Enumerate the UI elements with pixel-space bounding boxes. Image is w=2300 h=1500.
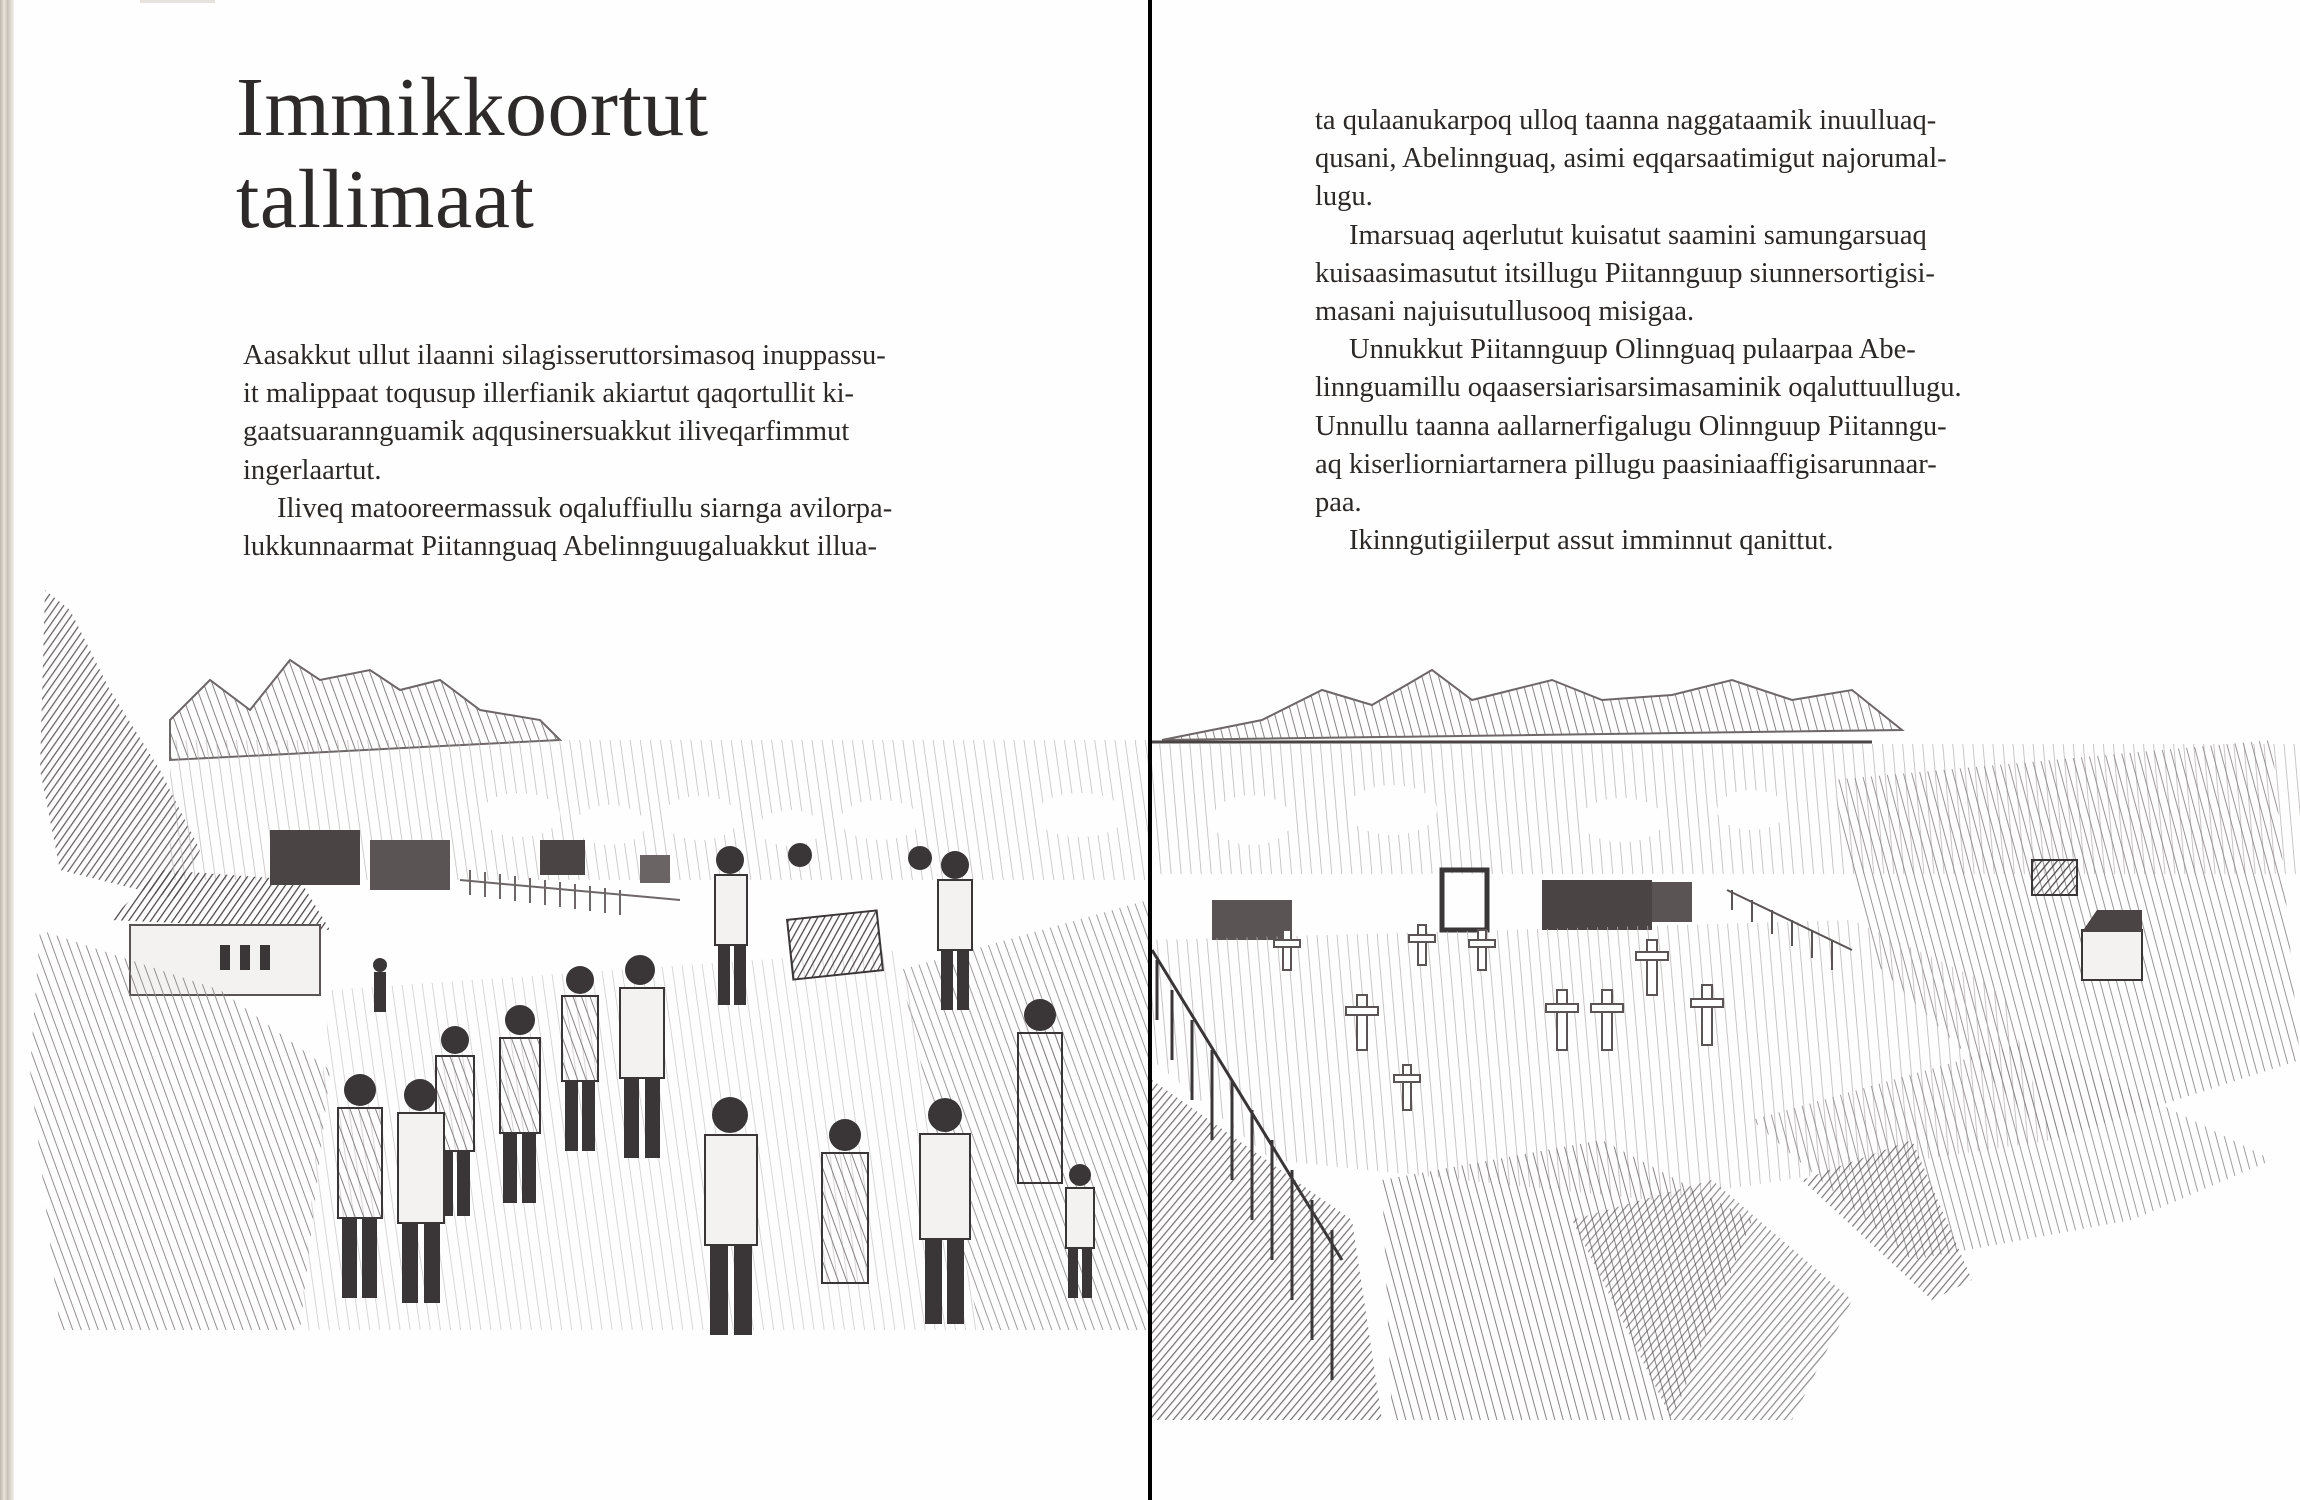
text-line: ta qulaanukarpoq ulloq taanna naggataamik inuulluaq- (1315, 105, 1937, 136)
text-line: lukkunnaarmat Piitannguaq Abelinnguugaluakkut illua- (243, 531, 877, 563)
paragraph (1315, 217, 2115, 332)
paragraph (1315, 102, 2115, 217)
text-line: linnguamillu oqaasersiarisarsimasaminik oqaluttuullugu. (1315, 372, 1962, 404)
paragraph (1315, 522, 2115, 560)
sketch-image-icon (1152, 660, 2300, 1420)
text-line: ingerlaartut. (243, 454, 382, 486)
chapter-title (236, 62, 709, 246)
text-line: aq kiserliorniartarnera pillugu paasiniaaffigisarunnaar- (1315, 448, 1937, 480)
text-line: it malippaat toqusup illerfianik akiartut qaqortullit ki- (243, 378, 855, 410)
title-line-2: tallimaat (236, 153, 535, 246)
left-page (0, 0, 1148, 1500)
paragraph (243, 337, 1033, 490)
text-line: gaatsuarannguamik aqqusinersuakkut iliveqarfimmut (243, 416, 850, 448)
right-page (1152, 0, 2300, 1500)
paragraph (1315, 331, 2115, 522)
text-line: paa. (1315, 487, 1362, 519)
left-body-text (243, 337, 1033, 566)
text-line: Ikinngutigiilerput assut imminnut qanittut. (1349, 525, 1834, 557)
text-line: Imarsuaq aqerlutut kuisatut saamini samungarsuaq (1349, 219, 1927, 251)
title-line-1: Immikkoortut (236, 61, 709, 154)
text-line: Aasakkut ullut ilaanni silagisseruttorsimasoq inuppassu- (243, 340, 886, 371)
text-line: masani najuisutullusooq misigaa. (1315, 296, 1695, 328)
text-line: kuisaasimasutut itsillugu Piitannguup siunnersortigisi- (1315, 257, 1935, 289)
paragraph (243, 490, 1033, 566)
text-line: lugu. (1315, 181, 1373, 213)
funeral-procession-illustration (0, 570, 1148, 1430)
sketch-image-icon (0, 570, 1148, 1430)
text-line: qusani, Abelinnguaq, asimi eqqarsaatimigut najorumal- (1315, 143, 1947, 175)
right-body-text (1315, 102, 2115, 560)
graveyard-illustration (1152, 660, 2300, 1420)
text-line: Unnukkut Piitannguup Olinnguaq pulaarpaa Abe- (1349, 334, 1916, 366)
text-line: Iliveq matooreermassuk oqaluffiullu siarnga avilorpa- (277, 492, 893, 524)
scan-mark (140, 0, 215, 3)
text-line: Unnullu taanna aallarnerfigalugu Olinnguup Piitanngu- (1315, 410, 1947, 442)
